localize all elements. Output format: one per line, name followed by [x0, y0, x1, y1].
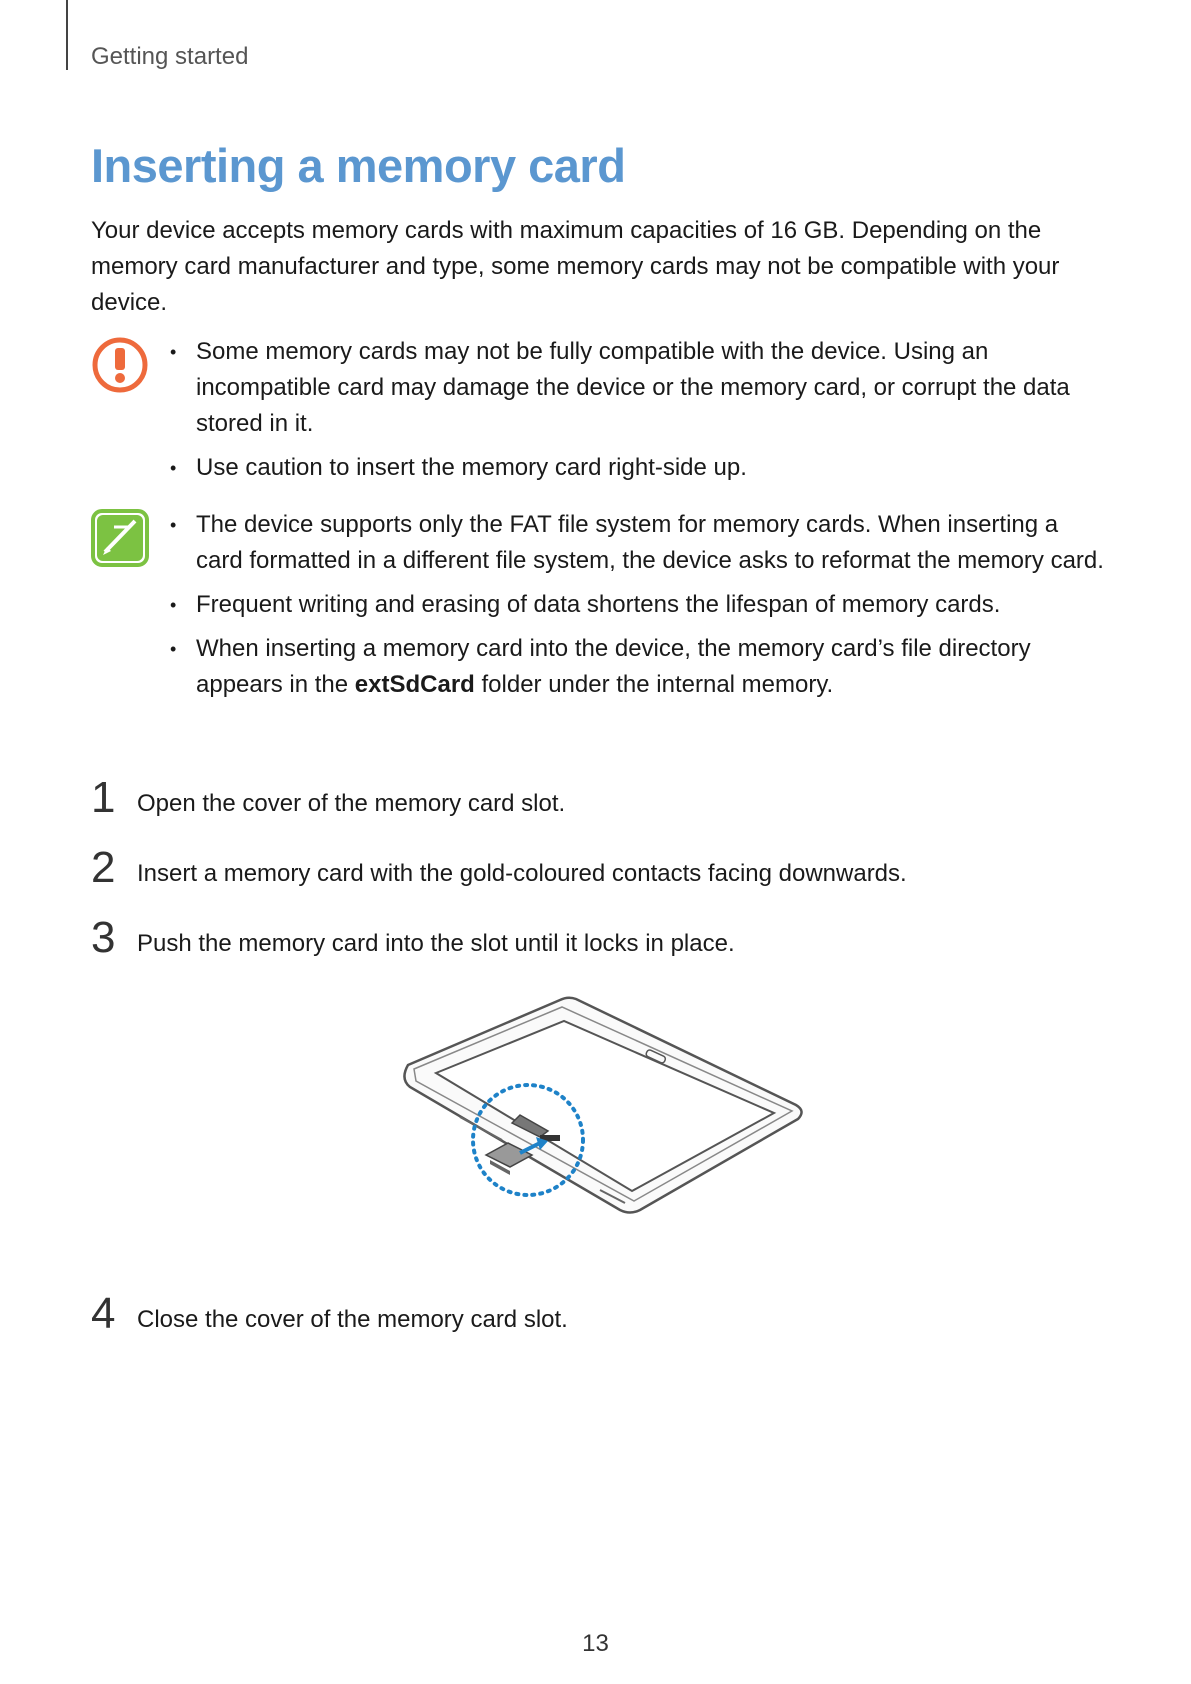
- page-title: Inserting a memory card: [91, 139, 626, 192]
- tablet-memory-card-illustration: [400, 995, 810, 1245]
- step-1: [91, 773, 1111, 828]
- page-number: 13: [582, 1630, 609, 1657]
- folder-name: extSdCard: [354, 671, 475, 698]
- step-number: 1: [91, 773, 116, 822]
- note-list: [91, 507, 1111, 703]
- note-item: • When inserting a memory card into the device, the memory card’s file directory appears in the extSdCard folder under the internal memory.: [170, 635, 1031, 698]
- section-header: Getting started: [91, 43, 249, 70]
- caution-item: • Use caution to insert the memory card right-side up.: [170, 454, 747, 481]
- intro-paragraph: Your device accepts memory cards with maximum capacities of 16 GB. Depending on the memory card manufacturer and type, some memory cards may not be compatible with your device.: [91, 217, 1060, 316]
- step-2: [91, 843, 1111, 898]
- header-divider: [66, 0, 68, 70]
- step-number: 4: [91, 1289, 116, 1338]
- step-number: 3: [91, 913, 116, 962]
- caution-icon: [91, 336, 149, 394]
- step-number: 2: [91, 843, 116, 892]
- step-text: Close the cover of the memory card slot.: [137, 1306, 568, 1333]
- note-item: • Frequent writing and erasing of data shortens the lifespan of memory cards.: [170, 591, 1001, 618]
- step-text: Push the memory card into the slot until it locks in place.: [137, 930, 735, 957]
- note-icon: [91, 509, 149, 567]
- step-4: [91, 1289, 1111, 1344]
- note-item: • The device supports only the FAT file system for memory cards. When inserting a card formatted in a different file system, the device asks to reformat the memory card.: [170, 511, 1104, 574]
- step-3: [91, 913, 1111, 968]
- caution-block: [91, 334, 1111, 494]
- caution-list: [91, 334, 1111, 486]
- step-text: Open the cover of the memory card slot.: [137, 790, 566, 817]
- caution-item: • Some memory cards may not be fully compatible with the device. Using an incompatible card may damage the device or the memory card, or corrupt the data stored in it.: [170, 338, 1070, 437]
- note-block: [91, 507, 1111, 711]
- step-text: Insert a memory card with the gold-coloured contacts facing downwards.: [137, 860, 907, 887]
